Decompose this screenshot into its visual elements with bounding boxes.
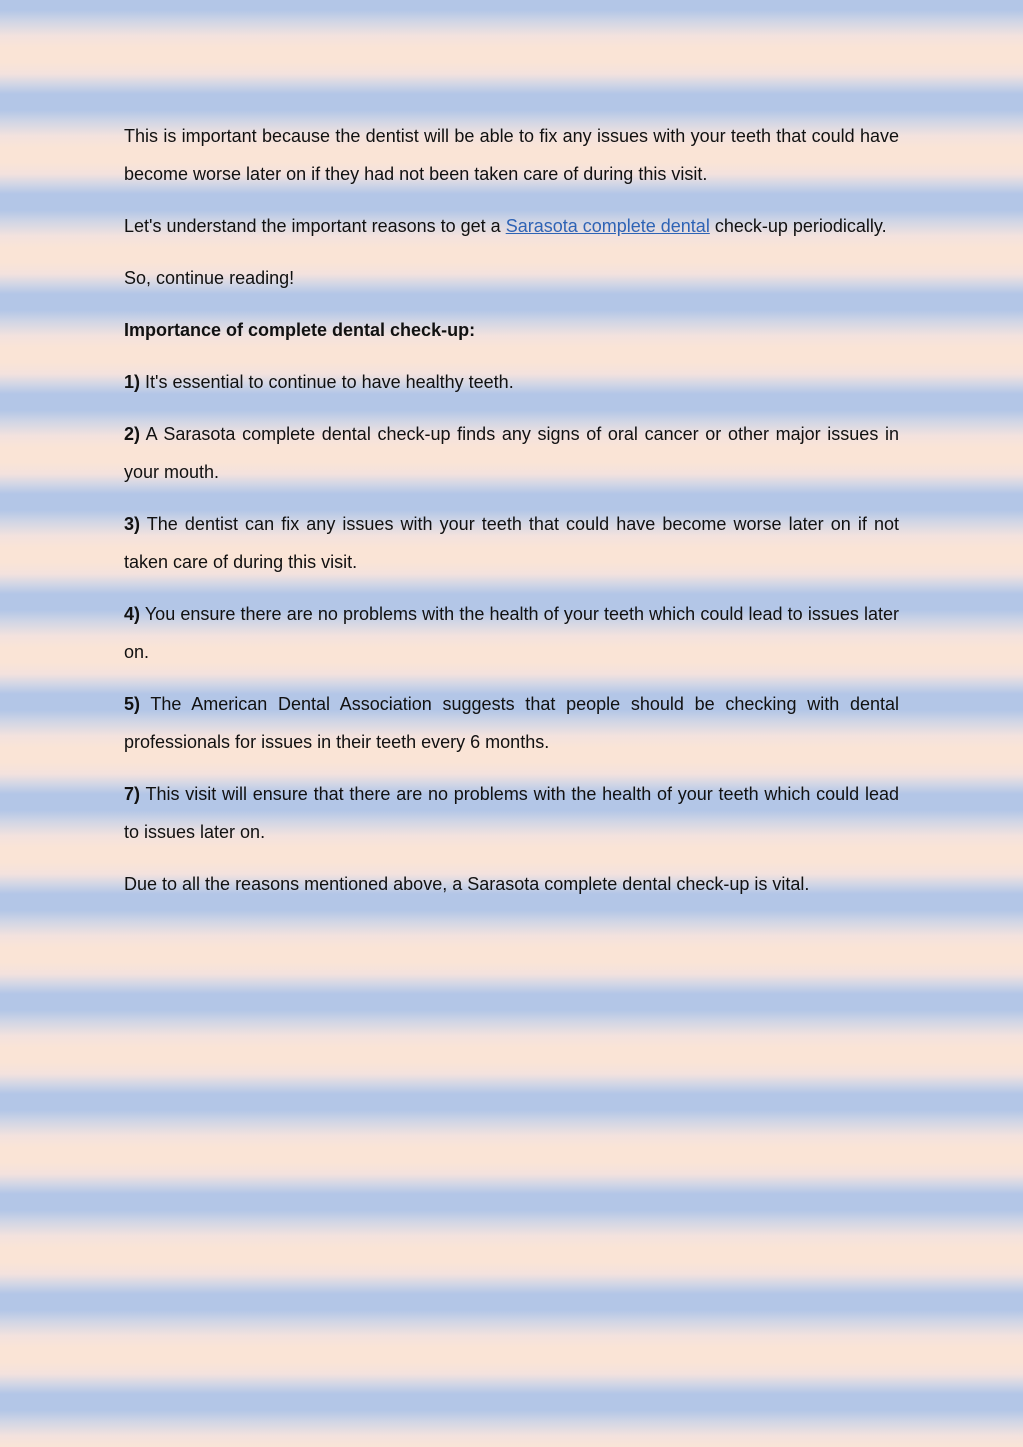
sarasota-complete-dental-link[interactable]: Sarasota complete dental: [505, 216, 710, 236]
list-item: [124, 363, 899, 401]
list-item-text: The dentist can fix any issues with your teeth that could have become worse later on if not taken care of during this visit.: [124, 514, 899, 572]
section-heading: Importance of complete dental check-up:: [124, 320, 476, 340]
understand-paragraph: [124, 207, 899, 245]
list-item-number: 2): [124, 424, 141, 444]
list-item-number: 4): [124, 604, 141, 624]
list-item: [124, 685, 899, 761]
list-item-number: 7): [124, 784, 141, 804]
list-item: [124, 775, 899, 851]
understand-text-after: check-up periodically.: [709, 216, 887, 236]
list-item: [124, 595, 899, 671]
conclusion-paragraph: Due to all the reasons mentioned above, a Sarasota complete dental check-up is vital.: [124, 874, 810, 894]
document-body: [124, 117, 899, 917]
list-item-text: The American Dental Association suggests that people should be checking with dental professionals for issues in their teeth every 6 months.: [124, 694, 899, 752]
list-item: [124, 415, 899, 491]
list-item-number: 3): [124, 514, 141, 534]
continue-reading-text: So, continue reading!: [124, 268, 295, 288]
understand-text-before: Let's understand the important reasons to get a: [124, 216, 506, 236]
list-item-number: 1): [124, 372, 141, 392]
list-item-text: This visit will ensure that there are no problems with the health of your teeth which could lead to issues later on.: [124, 784, 899, 842]
list-item-text: You ensure there are no problems with the health of your teeth which could lead to issues later on.: [124, 604, 899, 662]
list-item: [124, 505, 899, 581]
intro-paragraph: This is important because the dentist will be able to fix any issues with your teeth that could have become worse later on if they had not been taken care of during this visit.: [124, 126, 899, 184]
list-item-number: 5): [124, 694, 141, 714]
list-item-text: It's essential to continue to have healthy teeth.: [140, 372, 514, 392]
list-item-text: A Sarasota complete dental check-up finds any signs of oral cancer or other major issues in your mouth.: [124, 424, 899, 482]
